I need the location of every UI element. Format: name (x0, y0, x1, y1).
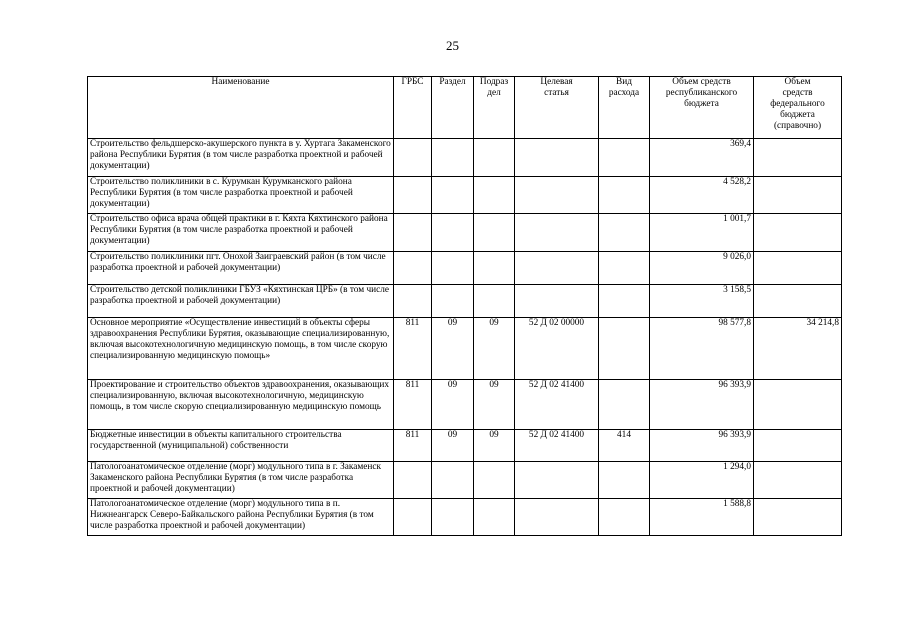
row-name-cell: Строительство офиса врача общей практики в г. Кяхта Кяхтинского района Республики Бурятия (в том числе разработка проектной и рабочей документации) (88, 214, 394, 252)
row-grbs-cell (394, 177, 432, 214)
row-republic-cell: 1 001,7 (650, 214, 754, 252)
row-federal-cell (754, 285, 842, 318)
row-name-cell: Строительство поликлиники в с. Курумкан Курумканского района Республики Бурятия (в том числе разработка проектной и рабочей документации) (88, 177, 394, 214)
row-target-cell (515, 499, 599, 536)
row-target-cell (515, 139, 599, 177)
row-subsection-cell (474, 139, 515, 177)
row-federal-cell (754, 430, 842, 462)
header-grbs: ГРБС (394, 77, 432, 139)
table-row (88, 430, 842, 462)
row-section-cell: 09 (432, 318, 474, 380)
row-grbs-cell (394, 139, 432, 177)
header-republic: Объем средств республиканского бюджета (650, 77, 754, 139)
row-kind-cell (599, 177, 650, 214)
header-section: Раздел (432, 77, 474, 139)
row-name-cell: Строительство детской поликлиники ГБУЗ «Кяхтинская ЦРБ» (в том числе разработка проектной и рабочей документации) (88, 285, 394, 318)
row-subsection-cell (474, 214, 515, 252)
row-grbs-cell (394, 285, 432, 318)
row-grbs-cell (394, 214, 432, 252)
table-row (88, 177, 842, 214)
row-section-cell: 09 (432, 380, 474, 430)
row-federal-cell (754, 139, 842, 177)
row-republic-cell: 4 528,2 (650, 177, 754, 214)
row-kind-cell (599, 285, 650, 318)
row-kind-cell (599, 252, 650, 285)
row-section-cell (432, 214, 474, 252)
row-name-cell: Патологоанатомическое отделение (морг) модульного типа в г. Закаменск Закаменского района Республики Бурятия (в том числе разработка проектной и рабочей документации) (88, 462, 394, 499)
row-section-cell: 09 (432, 430, 474, 462)
row-target-cell (515, 252, 599, 285)
row-grbs-cell (394, 462, 432, 499)
row-kind-cell (599, 139, 650, 177)
row-name-cell: Строительство фельдшерско-акушерского пункта в у. Хуртага Закаменского района Республики Бурятия (в том числе разработка проектной и рабочей документации) (88, 139, 394, 177)
row-section-cell (432, 252, 474, 285)
row-republic-cell: 98 577,8 (650, 318, 754, 380)
row-name-cell: Основное мероприятие «Осуществление инвестиций в объекты сферы здравоохранения Республики Бурятия, оказывающие специализированную, включая высокотехнологичную медицинскую помощь, в том числе скорую специализированную медицинскую помощь» (88, 318, 394, 380)
row-target-cell (515, 177, 599, 214)
row-section-cell (432, 177, 474, 214)
row-federal-cell (754, 252, 842, 285)
row-grbs-cell: 811 (394, 430, 432, 462)
row-federal-cell: 34 214,8 (754, 318, 842, 380)
table-header-row (88, 77, 842, 139)
row-republic-cell: 9 026,0 (650, 252, 754, 285)
header-target: Целевая статья (515, 77, 599, 139)
row-target-cell (515, 462, 599, 499)
row-subsection-cell: 09 (474, 380, 515, 430)
header-name: Наименование (88, 77, 394, 139)
row-grbs-cell (394, 252, 432, 285)
row-republic-cell: 96 393,9 (650, 380, 754, 430)
row-target-cell (515, 214, 599, 252)
row-republic-cell: 1 294,0 (650, 462, 754, 499)
row-target-cell (515, 285, 599, 318)
budget-table (87, 76, 842, 536)
row-kind-cell (599, 380, 650, 430)
table-row (88, 318, 842, 380)
row-section-cell (432, 462, 474, 499)
row-name-cell: Строительство поликлиники пгт. Онохой Заиграевский район (в том числе разработка проектной и рабочей документации) (88, 252, 394, 285)
header-subsection: Подраз дел (474, 77, 515, 139)
row-federal-cell (754, 499, 842, 536)
row-subsection-cell (474, 252, 515, 285)
table-row (88, 139, 842, 177)
row-kind-cell: 414 (599, 430, 650, 462)
row-federal-cell (754, 177, 842, 214)
table-row (88, 499, 842, 536)
row-subsection-cell: 09 (474, 430, 515, 462)
row-target-cell: 52 Д 02 41400 (515, 380, 599, 430)
row-target-cell: 52 Д 02 41400 (515, 430, 599, 462)
row-subsection-cell: 09 (474, 318, 515, 380)
row-section-cell (432, 499, 474, 536)
table-row (88, 285, 842, 318)
row-name-cell: Патологоанатомическое отделение (морг) модульного типа в п. Нижнеангарск Северо-Байкальского района Республики Бурятия (в том числе разработка проектной и рабочей документации) (88, 499, 394, 536)
header-federal: Объем средств федерального бюджета (справочно) (754, 77, 842, 139)
page-number: 25 (446, 38, 459, 53)
table-row (88, 380, 842, 430)
table-row (88, 214, 842, 252)
table-row (88, 252, 842, 285)
table-row (88, 462, 842, 499)
row-kind-cell (599, 318, 650, 380)
header-kind: Вид расхода (599, 77, 650, 139)
row-federal-cell (754, 462, 842, 499)
row-subsection-cell (474, 499, 515, 536)
row-grbs-cell: 811 (394, 380, 432, 430)
row-subsection-cell (474, 177, 515, 214)
row-republic-cell: 96 393,9 (650, 430, 754, 462)
row-republic-cell: 1 588,8 (650, 499, 754, 536)
row-name-cell: Бюджетные инвестиции в объекты капитального строительства государственной (муниципальной) собственности (88, 430, 394, 462)
row-grbs-cell: 811 (394, 318, 432, 380)
row-subsection-cell (474, 462, 515, 499)
row-target-cell: 52 Д 02 00000 (515, 318, 599, 380)
row-kind-cell (599, 214, 650, 252)
row-grbs-cell (394, 499, 432, 536)
row-name-cell: Проектирование и строительство объектов здравоохранения, оказывающих специализированную, включая высокотехнологичную, медицинскую помощь, в том числе скорую специализированную медицинскую помощь (88, 380, 394, 430)
row-federal-cell (754, 214, 842, 252)
row-republic-cell: 369,4 (650, 139, 754, 177)
row-republic-cell: 3 158,5 (650, 285, 754, 318)
row-kind-cell (599, 462, 650, 499)
row-federal-cell (754, 380, 842, 430)
row-section-cell (432, 139, 474, 177)
row-section-cell (432, 285, 474, 318)
row-subsection-cell (474, 285, 515, 318)
row-kind-cell (599, 499, 650, 536)
